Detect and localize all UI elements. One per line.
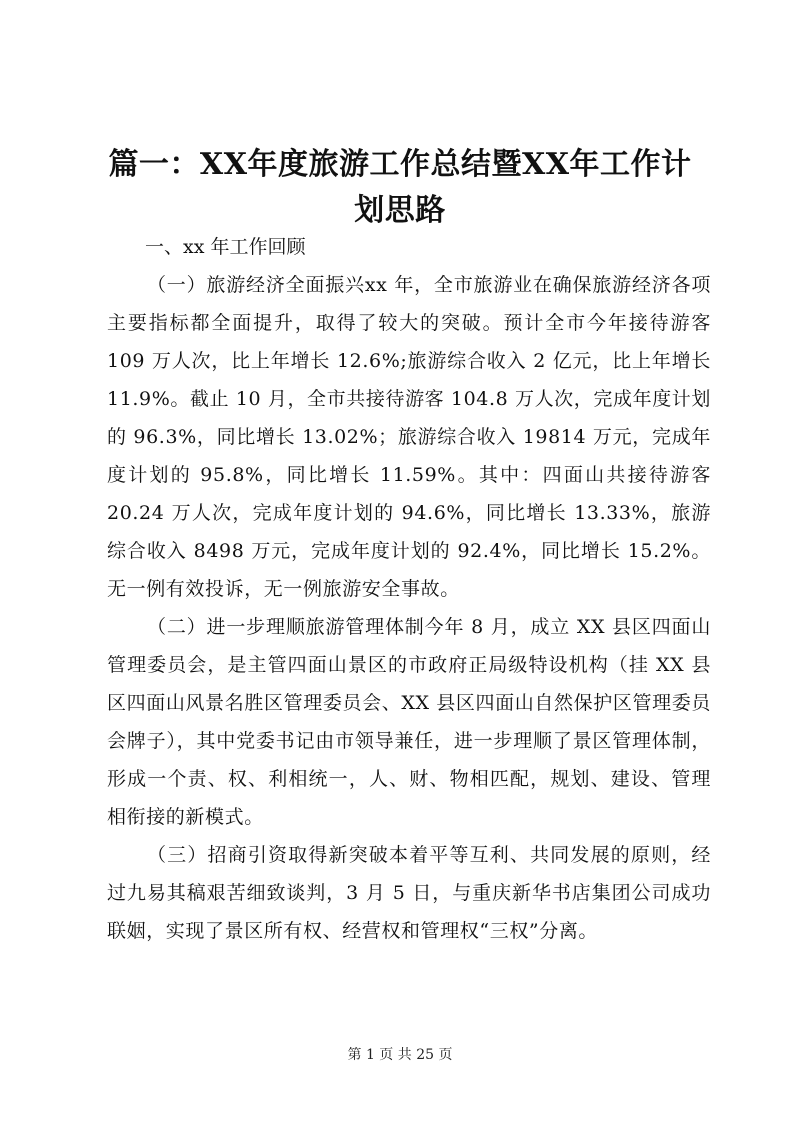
page-footer: 第 1 页 共 25 页 (347, 1047, 453, 1063)
paragraph-investment: （三）招商引资取得新突破本着平等互利、共同发展的原则，经过九易其稿艰苦细致谈判，3 月 5 日，与重庆新华书店集团公司成功联姻，实现了景区所有权、经营权和管理权“三权”分离。 (107, 844, 711, 942)
paragraph-tourism-economy: （一）旅游经济全面振兴xx 年，全市旅游业在确保旅游经济各项主要指标都全面提升，取得了较大的突破。预计全市今年接待游客 109 万人次，比上年增长 12.6%;旅游综合收入 2 亿元，比上年增长 11.9%。截止 10 月，全市共接待游客 104.8 万人次，完成年度计划的 96.3%，同比增长 13.02%；旅游综合收入 19814 万元，完成年度计划的 95.8%，同比增长 11.59%。其中：四面山共接待游客 20.24 万人次，完成年度计划的 94.6%，同比增长 13.33%，旅游综合收入 8498 万元，完成年度计划的 92.4%，同比增长 15.2%。无一例有效投诉，无一例旅游安全事故。 (107, 274, 711, 600)
section-heading: 一、xx 年工作回顾 (145, 236, 306, 258)
paragraph-management-system: （二）进一步理顺旅游管理体制今年 8 月，成立 XX 县区四面山管理委员会，是主管四面山景区的市政府正局级特设机构（挂 XX 县区四面山风景名胜区管理委员会、XX 县区四面山自然保护区管理委员会牌子），其中党委书记由市领导兼任，进一步理顺了景区管理体制，形成一个责、权、利相统一，人、财、物相匹配，规划、建设、管理相衔接的新模式。 (107, 616, 711, 828)
document-body (107, 228, 711, 950)
document-title: 篇一：XX年度旅游工作总结暨XX年工作计划思路 (108, 147, 692, 228)
